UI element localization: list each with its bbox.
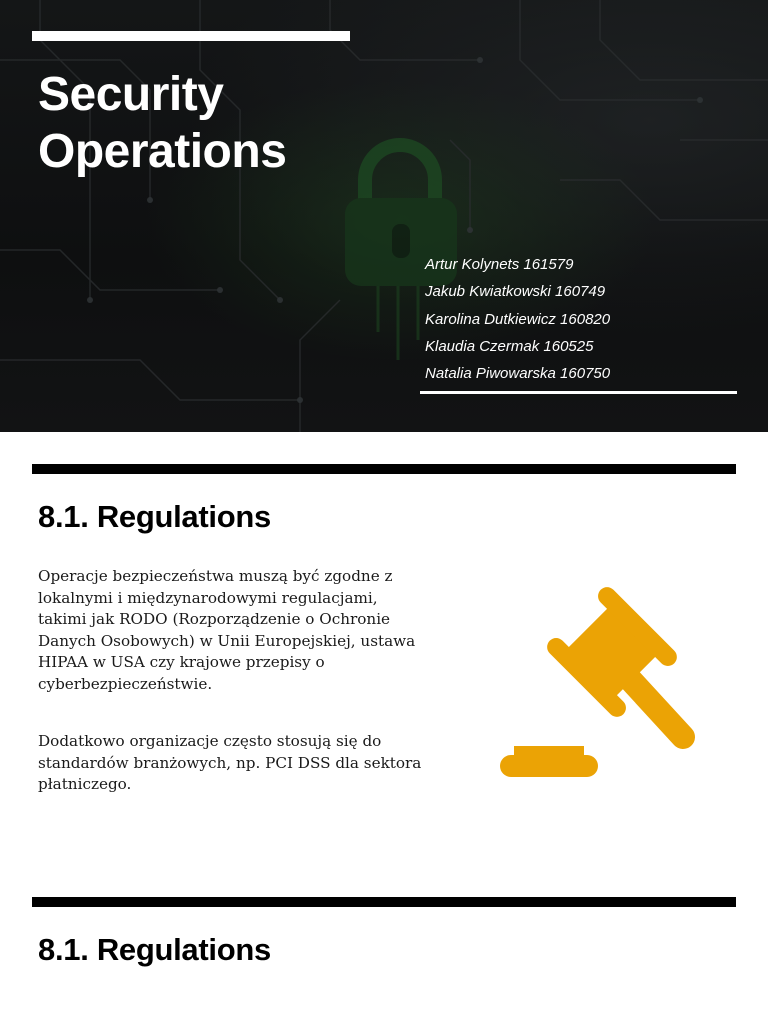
gavel-icon bbox=[490, 578, 704, 784]
regulations-paragraph-1: Operacje bezpieczeństwa muszą być zgodne z lokalnymi i międzynarodowymi regulacjami, takimi jak RODO (Rozporządzenie o Ochronie Danych Osobowych) w Unii Europejskiej, ustawa HIPAA w USA czy krajowe przepisy o cyberbezpieczeństwie. bbox=[38, 567, 416, 693]
section-heading: 8.1. Regulations bbox=[38, 499, 271, 534]
title-line-1: Security bbox=[38, 68, 224, 121]
author-item: Klaudia Czermak 160525 bbox=[425, 337, 594, 355]
author-item: Karolina Dutkiewicz 160820 bbox=[425, 310, 611, 328]
regulations-paragraph-2: Dodatkowo organizacje często stosują się do standardów branżowych, np. PCI DSS dla sektora płatniczego. bbox=[38, 732, 422, 793]
section-accent-bar bbox=[32, 897, 736, 907]
author-item: Jakub Kwiatkowski 160749 bbox=[425, 283, 606, 301]
author-list bbox=[425, 251, 725, 387]
author-item: Artur Kolynets 161579 bbox=[425, 256, 574, 273]
author-item: Natalia Piwowarska 160750 bbox=[425, 365, 611, 383]
author-divider bbox=[420, 391, 737, 394]
title-accent-bar bbox=[32, 31, 350, 41]
title-slide bbox=[0, 0, 768, 432]
section-accent-bar bbox=[32, 464, 736, 474]
title-line-2: Operations bbox=[38, 125, 287, 178]
section-heading: 8.1. Regulations bbox=[38, 932, 271, 967]
page-title bbox=[38, 66, 378, 180]
